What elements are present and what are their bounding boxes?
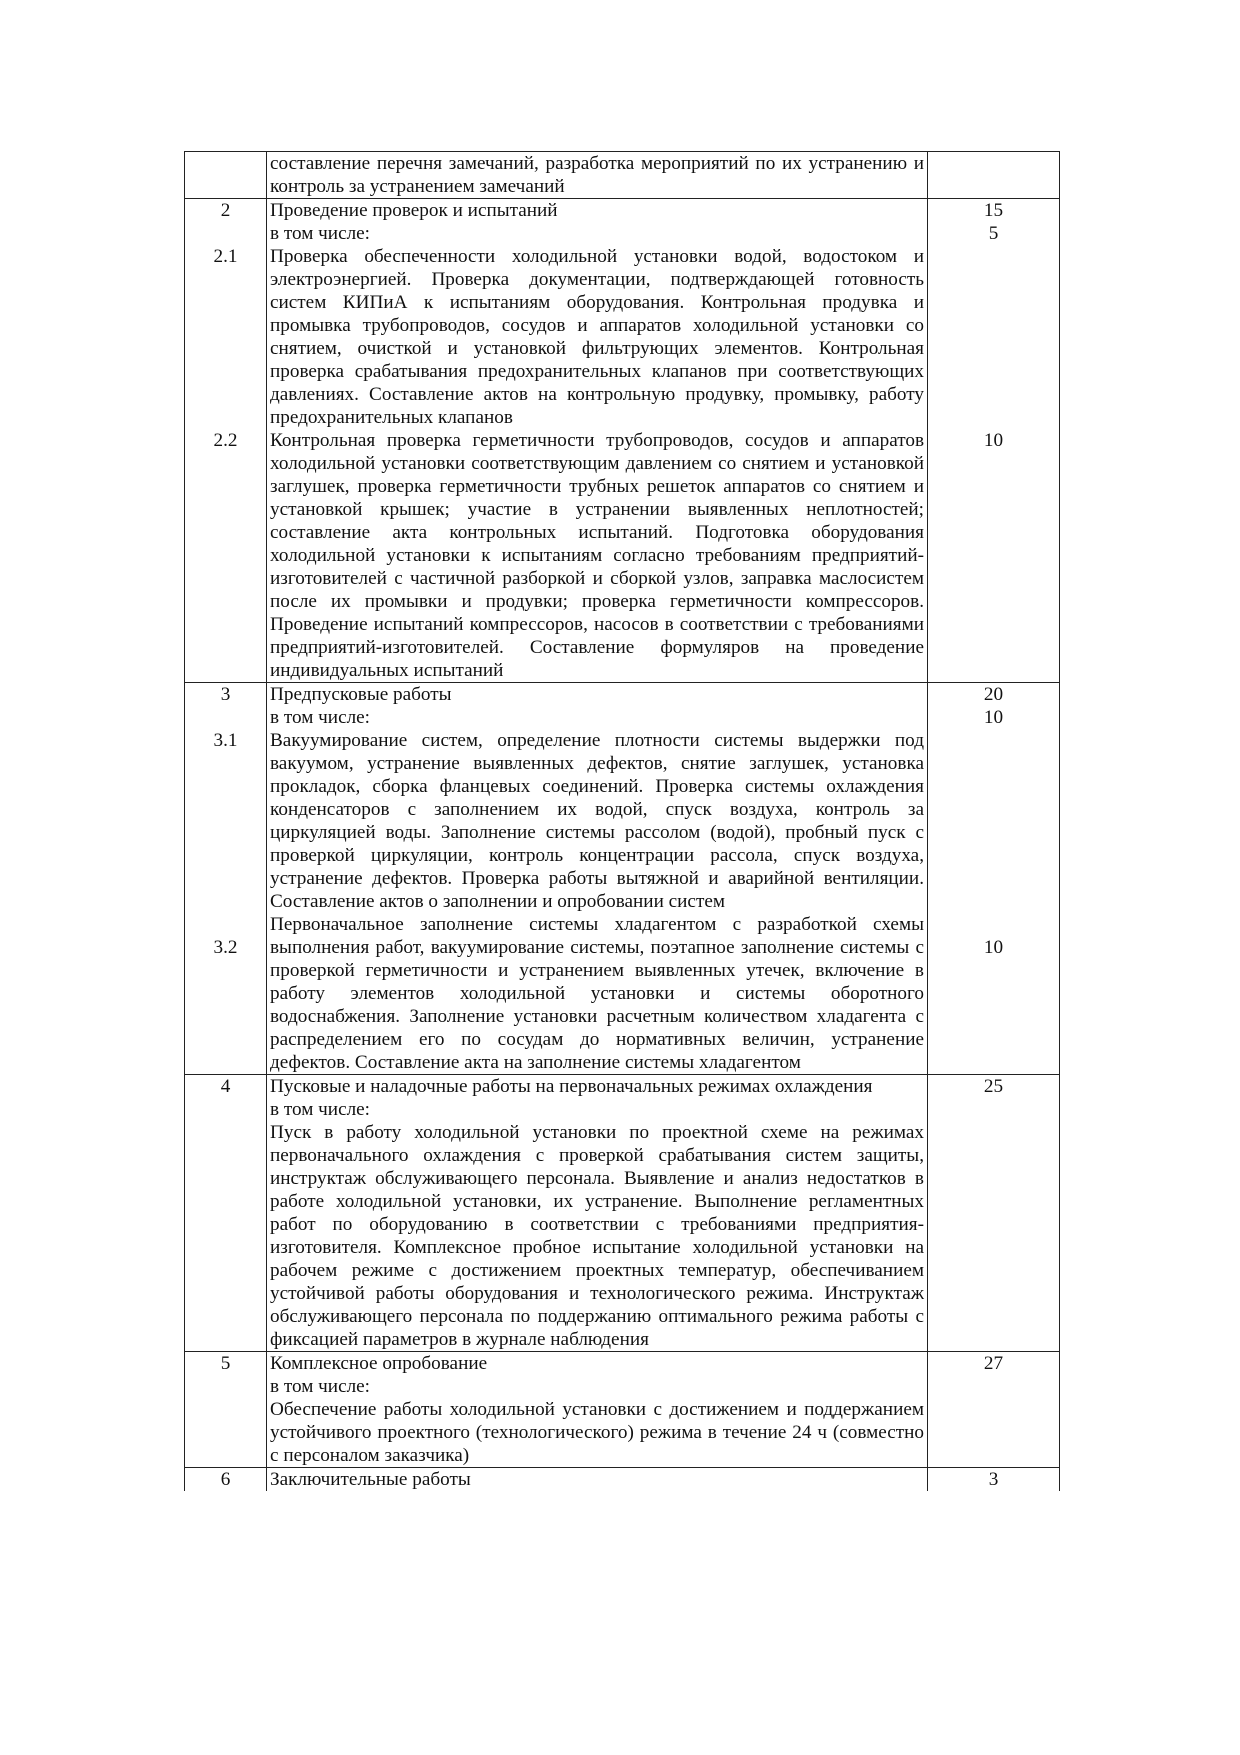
row-value-cell xyxy=(928,1468,1060,1492)
description-text: Обеспечение работы холодильной установки с достижением и поддержанием устойчивого проектного (технологического) режима в течение 24 ч (совместно с персоналом заказчика) xyxy=(270,1399,924,1466)
item-number xyxy=(185,222,266,245)
description-text: Первоначальное заполнение системы хладагентом с разработкой схемы выполнения работ, вакуумирование системы, поэтапное заполнение системы с проверкой герметичности и устранением выявленных утечек, включение в работу элементов холодильной установки и системы оборотного водоснабжения. Заполнение установки расчетным количеством хладагента с распределением его по сосудам до нормативных величин, устранение дефектов. Составление акта на заполнение системы хладагентом xyxy=(270,914,924,1073)
row-value-cell xyxy=(928,199,1060,683)
section-subtitle: в том числе: xyxy=(270,1099,371,1120)
table-row xyxy=(185,1075,1060,1352)
section-title: Комплексное опробование xyxy=(270,1353,488,1374)
item-value: 5 xyxy=(988,223,999,244)
item-number: 6 xyxy=(220,1469,231,1490)
row-description-cell xyxy=(267,683,928,1075)
row-number-cell xyxy=(185,683,267,1075)
row-value-cell xyxy=(928,683,1060,1075)
description-text: Проверка обеспеченности холодильной установки водой, водостоком и электроэнергией. Проверка документации, подтверждающей готовность систем КИПиА к испытаниям оборудования. Контрольная продувка и промывка трубопроводов, сосудов и аппаратов холодильной установки со снятием, очисткой и установкой фильтрующих элементов. Контрольная проверка срабатывания предохранительных клапанов при соответствующих давлениях. Составление актов на контрольную продувку, промывку, работу предохранительных клапанов xyxy=(270,246,924,428)
table-row xyxy=(185,199,1060,683)
item-number xyxy=(185,706,266,729)
row-description-cell xyxy=(267,1075,928,1352)
description-text: Вакуумирование систем, определение плотности системы выдержки под вакуумом, устранение выявленных дефектов, снятие заглушек, установка прокладок, сборка фланцевых соединений. Проверка системы охлаждения конденсаторов с заполнением их водой, спуск воздуха, контроль за циркуляцией воды. Заполнение системы рассолом (водой), пробный пуск с проверкой циркуляции, контроль концентрации рассола, спуск воздуха, устранение дефектов. Проверка работы вытяжной и аварийной вентиляции. Составление актов о заполнении и опробовании систем xyxy=(270,730,924,912)
item-value: 10 xyxy=(983,430,1004,451)
row-number-cell xyxy=(185,1468,267,1492)
item-value: 10 xyxy=(983,707,1004,728)
row-value-cell xyxy=(928,1352,1060,1468)
item-value: 15 xyxy=(983,200,1004,221)
item-value: 10 xyxy=(983,937,1004,958)
table-row xyxy=(185,1468,1060,1492)
item-number: 2 xyxy=(220,200,231,221)
row-description-cell xyxy=(267,199,928,683)
table-row xyxy=(185,683,1060,1075)
section-subtitle: в том числе: xyxy=(270,223,371,244)
item-value: 27 xyxy=(983,1353,1004,1374)
item-number: 3 xyxy=(220,684,231,705)
row-number-cell xyxy=(185,152,267,199)
description-text: Пуск в работу холодильной установки по проектной схеме на режимах первоначального охлаждения с проверкой срабатывания систем защиты, инструктаж обслуживающего персонала. Выявление и анализ недостатков в работе холодильной установки, их устранение. Выполнение регламентных работ по оборудованию в соответствии с требованиями предприятия-изготовителя. Комплексное пробное испытание холодильной установки на рабочем режиме с достижением проектных температур, обеспечиванием устойчивой работы оборудования и технологического режима. Инструктаж обслуживающего персонала по поддержанию оптимального режима работы с фиксацией параметров в журнале наблюдения xyxy=(270,1122,924,1350)
item-number: 3.2 xyxy=(213,937,238,958)
row-value-cell xyxy=(928,152,1060,199)
item-number: 2.1 xyxy=(213,246,238,267)
description-text: Контрольная проверка герметичности трубопроводов, сосудов и аппаратов холодильной установки соответствующим давлением со снятием и установкой заглушек, проверка герметичности трубных решеток аппаратов со снятием и установкой крышек; участие в устранении выявленных неплотностей; составление акта контрольных испытаний. Подготовка оборудования холодильной установки к испытаниям согласно требованиям предприятий-изготовителей с частичной разборкой и сборкой узлов, заправка маслосистем после их промывки и продувки; проверка герметичности компрессоров. Проведение испытаний компрессоров, насосов в соответствии с требованиями предприятий-изготовителей. Составление формуляров на проведение индивидуальных испытаний xyxy=(270,430,924,681)
section-title: Заключительные работы xyxy=(270,1469,471,1490)
section-title: Предпусковые работы xyxy=(270,684,452,705)
row-description-cell xyxy=(267,1352,928,1468)
section-title: Пусковые и наладочные работы на первоначальных режимах охлаждения xyxy=(270,1076,873,1097)
item-number: 2.2 xyxy=(213,430,238,451)
row-value-cell xyxy=(928,1075,1060,1352)
section-subtitle: в том числе: xyxy=(270,1376,371,1397)
row-description-cell xyxy=(267,1468,928,1492)
row-number-cell xyxy=(185,1075,267,1352)
table-row xyxy=(185,1352,1060,1468)
section-subtitle: в том числе: xyxy=(270,707,371,728)
row-number-cell xyxy=(185,199,267,683)
item-value: 3 xyxy=(988,1469,999,1490)
description-text: составление перечня замечаний, разработка мероприятий по их устранению и контроль за устранением замечаний xyxy=(270,153,924,197)
table-row xyxy=(185,152,1060,199)
item-number: 4 xyxy=(220,1076,231,1097)
row-description-cell xyxy=(267,152,928,199)
item-value: 20 xyxy=(983,684,1004,705)
section-title: Проведение проверок и испытаний xyxy=(270,200,558,221)
item-number: 3.1 xyxy=(213,730,238,751)
item-number: 5 xyxy=(220,1353,231,1374)
item-value: 25 xyxy=(983,1076,1004,1097)
row-number-cell xyxy=(185,1352,267,1468)
work-schedule-table xyxy=(184,151,1060,1491)
